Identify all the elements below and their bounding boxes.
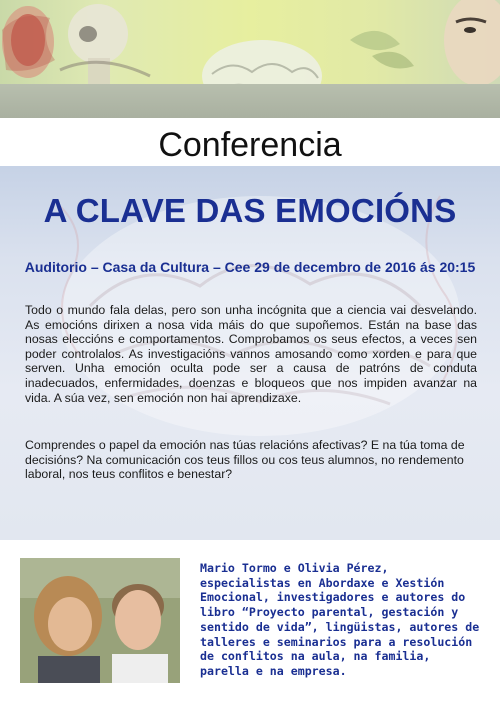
event-venue-date: Auditorio – Casa da Cultura – Cee 29 de decembro de 2016 ás 20:15 bbox=[24, 259, 476, 275]
speakers-photo-illustration bbox=[20, 558, 180, 683]
description-paragraph-1: Todo o mundo fala delas, pero son unha incógnita que a ciencia vai desvelando. As emocións dirixen a nosa vida máis do que supoñemos. Están na base das nosas eleccións e comportamentos. Comprobamos os seus efectos, a veces sen poder controlalos. As investigacións vannos amosando como xorden e para que serven. Unha emoción oculta pode ser a causa de patróns de conduta inadecuados, enfermidades, doenzas e bloqueos que nos impiden avanzar na vida. A súa vez, sen emoción non hai aprendizaxe. bbox=[25, 303, 477, 405]
conference-label: Conferencia bbox=[158, 126, 342, 164]
header-banner-image bbox=[0, 0, 500, 118]
event-title: A CLAVE DAS EMOCIÓNS bbox=[43, 192, 457, 229]
speakers-photo bbox=[20, 558, 180, 683]
speakers-bio: Mario Tormo e Olivia Pérez, especialistas en Abordaxe e Xestión Emocional, investigadores e autores do libro “Proyecto parental, gestación y sentido de vida”, lingüistas, autores de talleres e seminarios para a resolución de conflitos na aula, na familia, parella e na empresa. bbox=[200, 561, 480, 678]
banner-lower-strip bbox=[0, 84, 500, 118]
description-paragraph-2: Comprendes o papel da emoción nas túas relacións afectivas? E na túa toma de decisións? Na comunicación cos teus fillos ou cos teus alumnos, no rendemento laboral, nos teus conflitos e benestar? bbox=[25, 438, 465, 482]
